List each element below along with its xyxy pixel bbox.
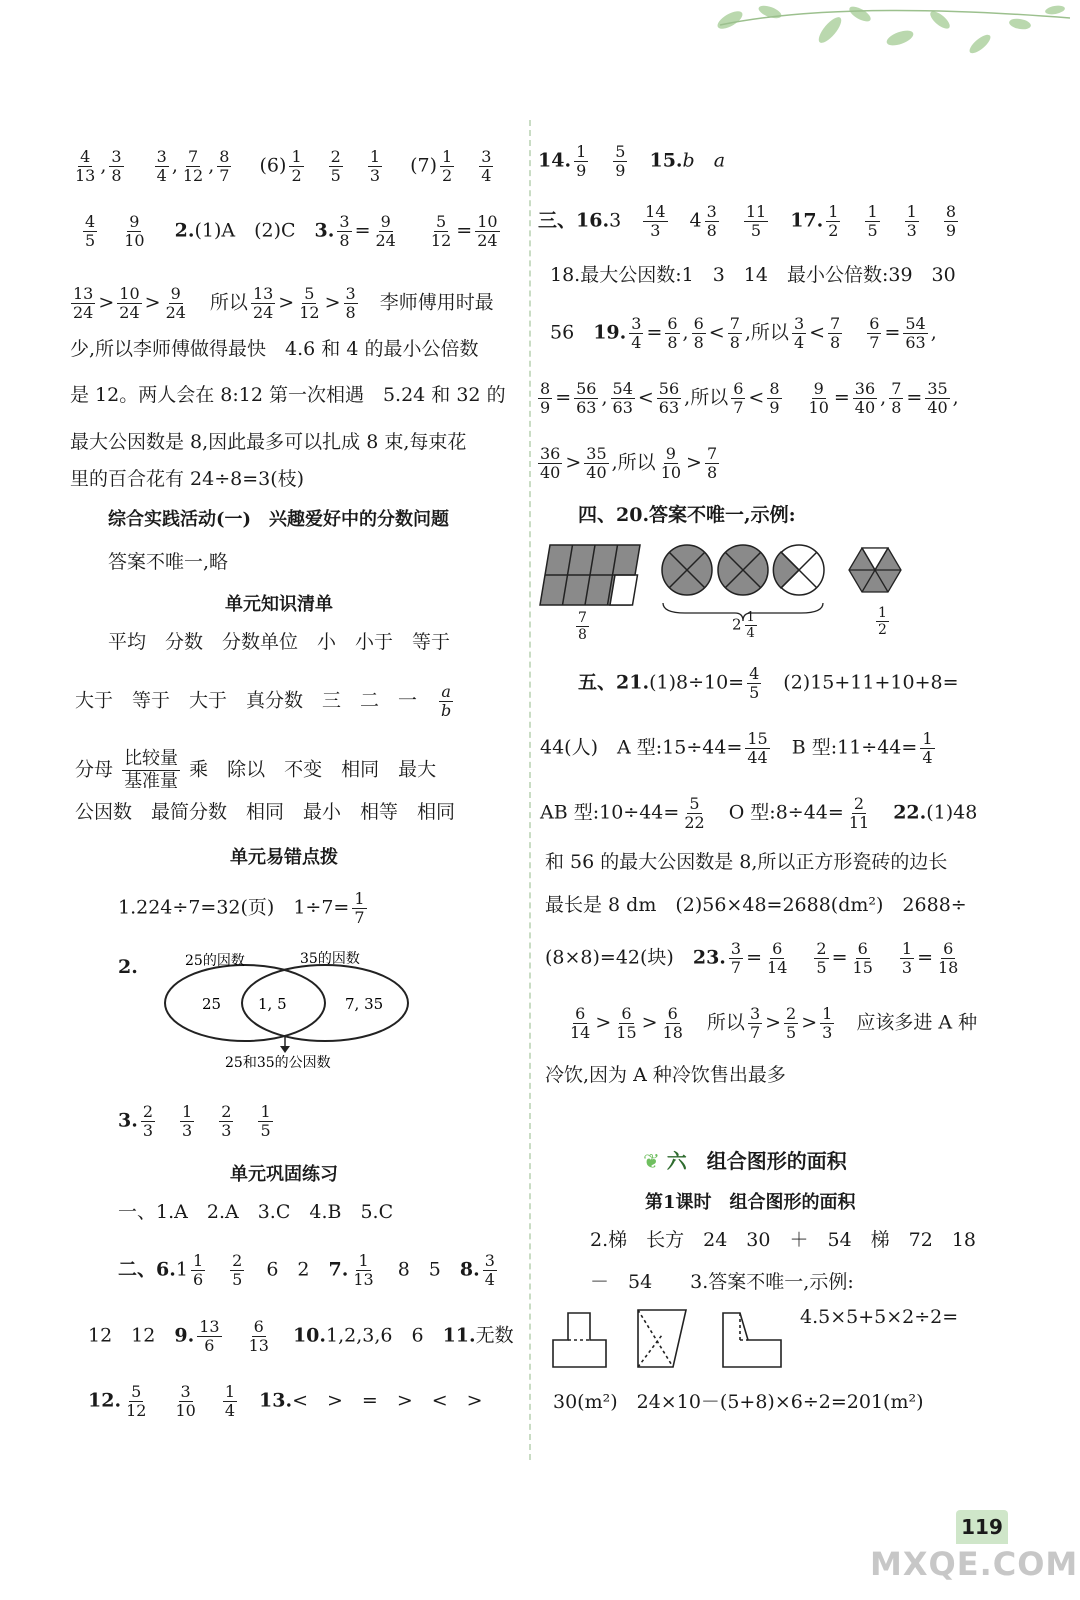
leaf-decoration xyxy=(600,0,1080,80)
right-q19-line2: $\frac{8}{9}$ = $\frac{56}{63}$ , $\frac{54}{63}$ < $\frac{56}{63}$ ,所以 $\frac{6}{7}$ < $\frac{8}{9}$ $\frac{9}{10}$ = $\frac{36}{40}$ , $\frac{7}{8}$ = $\frac{35}{40}$ , xyxy=(540,379,959,417)
checklist-title: 单元知识清单 xyxy=(225,594,333,615)
left-p4: 少,所以李师傅做得最快 4.6 和 4 的最小公倍数 xyxy=(70,338,479,360)
left-p7: 里的百合花有 24÷8=3(枝) xyxy=(70,468,305,490)
right-q21-line2: 44(人) A 型:15÷44= $\frac{15}{44}$ B 型:11÷44= $\frac{1}{4}$ xyxy=(540,729,933,767)
page-number: 119 xyxy=(956,1510,1008,1544)
right-q22-line2: 最长是 8 dm (2)56×48=2688(dm²) 2688÷ xyxy=(545,894,967,916)
right-q23-line2: $\frac{6}{14}$ > $\frac{6}{15}$ > $\frac{6}{18}$ 所以 $\frac{3}{7}$ > $\frac{2}{5}$ > $\frac{1}{3}$ 应该多进 A 种 xyxy=(570,1004,978,1042)
consolidation-part1: 一、1.A 2.A 3.C 4.B 5.C xyxy=(118,1201,394,1223)
error-item-3: 3. $\frac{2}{3}$ $\frac{1}{3}$ $\frac{2}{3}$ $\frac{1}{5}$ xyxy=(118,1102,271,1140)
left-line-1: $\frac{4}{13}$ , $\frac{3}{8}$ $\frac{3}{4}$ , $\frac{7}{12}$ , $\frac{8}{7}$ (6) $\frac{1}{2}$ $\frac{2}{5}$ $\frac{1}{3}$ (7) $\frac{1}{2}$ $\frac{3}{4}$ xyxy=(75,147,492,185)
lesson-row2: － 54 3.答案不唯一,示例: xyxy=(590,1271,854,1293)
leaf-icon: ❦ xyxy=(643,1149,660,1173)
q20-label-b: 2 $\frac{1}{4}$ xyxy=(732,610,755,641)
right-q14: 14. $\frac{1}{9}$ $\frac{5}{9}$ 15.b a xyxy=(538,142,726,180)
checklist-row2: 大于 等于 大于 真分数 三 二 一 $\frac{a}{b}$ xyxy=(75,682,452,720)
lesson-q4: 4.5×5+5×2÷2= xyxy=(800,1306,959,1328)
q20-label-c: $\frac{1}{2}$ xyxy=(878,605,887,638)
errors-title: 单元易错点拨 xyxy=(230,847,338,868)
checklist-row1: 平均 分数 分数单位 小 小于 等于 xyxy=(108,631,451,653)
venn-left-only: 25 xyxy=(202,995,222,1013)
error-item-2-number: 2. xyxy=(118,956,138,978)
right-q20: 四、20.答案不唯一,示例: xyxy=(578,504,796,526)
activity-answer: 答案不唯一,略 xyxy=(108,551,229,573)
lesson-title: 第1课时 组合图形的面积 xyxy=(645,1192,856,1213)
right-q19-line3: $\frac{36}{40}$ > $\frac{35}{40}$ ,所以 $\frac{9}{10}$ > $\frac{7}{8}$ xyxy=(540,444,718,482)
venn-right-only: 7, 35 xyxy=(345,995,384,1013)
left-line-2: $\frac{4}{5}$ $\frac{9}{10}$ 2.(1)A (2)C 3. $\frac{3}{8}$ = $\frac{9}{24}$ $\frac{5}{12}$ = $\frac{10}{24}$ xyxy=(85,212,498,250)
venn-right-label: 35的因数 xyxy=(300,951,360,967)
lesson-figures xyxy=(548,1305,788,1375)
consolidation-part2-line1: 二、6.1 $\frac{1}{6}$ $\frac{2}{5}$ 6 2 7. $\frac{1}{13}$ 8 5 8. $\frac{3}{4}$ xyxy=(118,1251,495,1289)
consolidation-part2-line2: 12 12 9. $\frac{13}{6}$ $\frac{6}{13}$ 10.1,2,3,6 6 11.无数 xyxy=(88,1317,514,1355)
right-q21-line1: 五、21.(1)8÷10= $\frac{4}{5}$ (2)15+11+10+8= xyxy=(578,664,959,702)
consolidation-part2-line3: 12. $\frac{5}{12}$ $\frac{3}{10}$ $\frac{1}{4}$ 13.< > = > < > xyxy=(88,1382,483,1420)
error-item-1: 1.224÷7=32(页) 1÷7= $\frac{1}{7}$ xyxy=(118,889,365,927)
venn-diagram xyxy=(130,945,430,1075)
venn-common: 1, 5 xyxy=(258,995,287,1013)
watermark: MXQE.COM xyxy=(870,1545,1079,1583)
right-q22-line1: 和 56 的最大公因数是 8,所以正方形瓷砖的边长 xyxy=(545,851,948,873)
consolidation-title: 单元巩固练习 xyxy=(230,1164,338,1185)
checklist-row3: 分母 比较量 基准量 乘 除以 不变 相同 最大 xyxy=(75,748,437,792)
right-q23-line3: 冷饮,因为 A 种冷饮售出最多 xyxy=(545,1064,786,1086)
activity-title: 综合实践活动(一) 兴趣爱好中的分数问题 xyxy=(108,509,450,530)
column-divider xyxy=(529,120,531,1460)
right-q23-line1: (8×8)=42(块) 23. $\frac{3}{7}$ = $\frac{6}{14}$ $\frac{2}{5}$ = $\frac{6}{15}$ $\frac{1}{3}$ = $\frac{6}{18}$ xyxy=(545,939,959,977)
right-q16: 三、16.3 $\frac{14}{3}$ 4 $\frac{3}{8}$ $\frac{11}{5}$ 17. $\frac{1}{2}$ $\frac{1}{5}$ $\frac{1}{3}$ $\frac{8}{9}$ xyxy=(538,202,957,240)
left-p5: 是 12。两人会在 8:12 第一次相遇 5.24 和 32 的 xyxy=(70,384,506,406)
text-p3: 李师傅用时最 xyxy=(379,291,494,314)
checklist-row4: 公因数 最简分数 相同 最小 相等 相同 xyxy=(75,801,456,823)
lesson-last: 30(m²) 24×10－(5+8)×6÷2=201(m²) xyxy=(553,1391,924,1413)
venn-arrow-label: 25和35的公因数 xyxy=(225,1055,331,1071)
venn-left-label: 25的因数 xyxy=(185,953,245,969)
q20-label-a: $\frac{7}{8}$ xyxy=(578,610,587,643)
section-title: ❦ 六 组合图形的面积 xyxy=(643,1149,847,1173)
right-q19-line1: 56 19. $\frac{3}{4}$ = $\frac{6}{8}$ , $\frac{6}{8}$ < $\frac{7}{8}$ ,所以 $\frac{3}{4}$ < $\frac{7}{8}$ $\frac{6}{7}$ = $\frac{54}{63}$ , xyxy=(550,314,937,352)
left-p6: 最大公因数是 8,因此最多可以扎成 8 束,每束花 xyxy=(70,431,467,453)
right-q18: 18.最大公因数:1 3 14 最小公倍数:39 30 xyxy=(550,264,956,286)
lesson-row1: 2.梯 长方 24 30 ＋ 54 梯 72 18 xyxy=(590,1229,977,1251)
left-line-3: $\frac{13}{24}$ > $\frac{10}{24}$ > $\frac{9}{24}$ 所以 $\frac{13}{24}$ > $\frac{5}{12}$ > $\frac{3}{8}$ 李师傅用时最 xyxy=(73,284,494,322)
right-q21-line3: AB 型:10÷44= $\frac{5}{22}$ O 型:8÷44= $\frac{2}{11}$ 22.(1)48 xyxy=(540,794,978,832)
